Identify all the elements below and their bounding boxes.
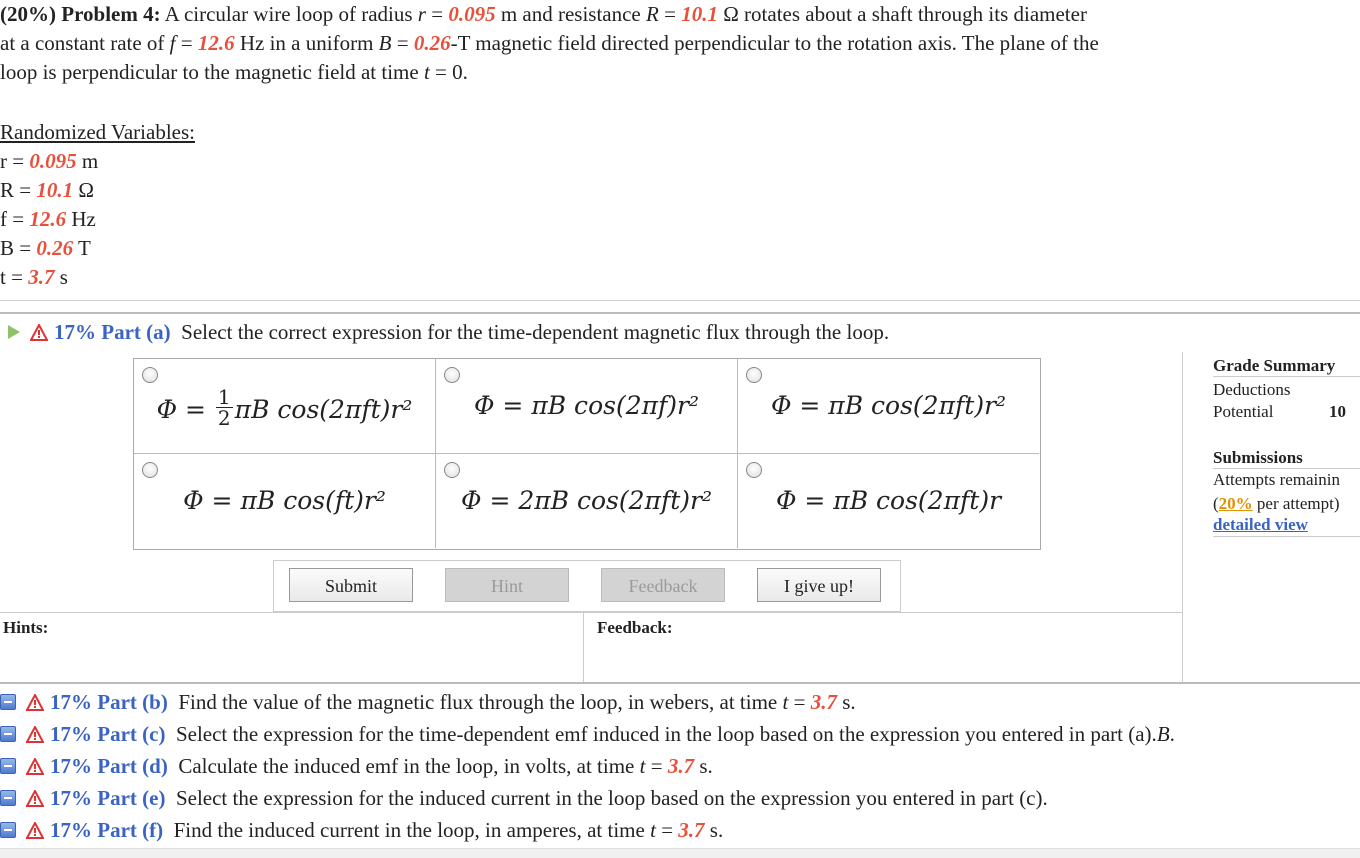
- part-tail: s.: [694, 754, 713, 778]
- formula-rhs: πB cos(ft)r²: [240, 486, 386, 515]
- warning-icon: [26, 694, 44, 711]
- var-unit: T: [73, 236, 91, 260]
- collapse-icon[interactable]: [0, 726, 16, 742]
- hints-label: Hints:: [3, 618, 49, 637]
- part-label[interactable]: 17% Part (c): [50, 722, 166, 746]
- grade-summary-panel: [1182, 352, 1360, 682]
- formula: [134, 486, 435, 515]
- option-cell[interactable]: [436, 359, 738, 454]
- var-row: [0, 176, 195, 205]
- part-row[interactable]: [0, 782, 1175, 814]
- var-name: R =: [0, 178, 37, 202]
- eq: =: [175, 31, 198, 55]
- submissions-title: Submissions: [1213, 448, 1303, 467]
- var-value: 0.26: [36, 236, 74, 260]
- per-attempt-text: (: [1213, 494, 1219, 513]
- value-B: 0.26: [413, 31, 451, 55]
- part-a-heading[interactable]: [8, 317, 889, 347]
- sym-r: r: [417, 2, 426, 26]
- radio-button[interactable]: [444, 462, 460, 478]
- expand-arrow-icon[interactable]: [8, 325, 20, 339]
- divider: [1213, 536, 1360, 537]
- radio-button[interactable]: [142, 462, 158, 478]
- var-value: 10.1: [36, 178, 74, 202]
- eq: =: [425, 2, 449, 26]
- part-value: 3.7: [678, 818, 705, 842]
- attempts-remaining: Attempts remainin: [1213, 470, 1341, 489]
- hint-button[interactable]: Hint: [445, 568, 569, 602]
- part-value: 3.7: [667, 754, 695, 778]
- value-f: 12.6: [197, 31, 235, 55]
- problem-text: Ω rotates about a shaft through its diameter: [717, 2, 1087, 26]
- per-attempt-pct: 20%: [1218, 494, 1253, 513]
- formula-lhs: Φ =: [775, 486, 834, 515]
- part-sym: B: [1156, 722, 1170, 746]
- part-tail: .: [1169, 722, 1175, 746]
- formula: [436, 391, 737, 420]
- part-value: 3.7: [810, 690, 837, 714]
- part-row[interactable]: [0, 750, 1175, 782]
- divider: [0, 300, 1360, 301]
- part-row[interactable]: [0, 686, 1175, 718]
- var-unit: s: [54, 265, 68, 289]
- divider: [583, 612, 584, 682]
- randomized-variables: [0, 118, 195, 292]
- value-R: 10.1: [681, 2, 718, 26]
- collapse-icon[interactable]: [0, 790, 16, 806]
- problem-text: -T magnetic field directed perpendicular to the rotation axis. The plane of the: [450, 31, 1099, 55]
- part-label[interactable]: 17% Part (b): [50, 690, 168, 714]
- sym-R: R: [646, 2, 659, 26]
- var-unit: Ω: [73, 178, 94, 202]
- detailed-view-link[interactable]: detailed view: [1213, 515, 1308, 534]
- part-text: Select the expression for the induced current in the loop based on the expression you entered in part (c).: [175, 786, 1048, 810]
- collapse-icon[interactable]: [0, 694, 16, 710]
- var-name: f =: [0, 207, 30, 231]
- warning-icon: [26, 726, 44, 743]
- fraction-num: 1: [217, 385, 231, 409]
- potential-value: 10: [1329, 402, 1346, 421]
- radio-button[interactable]: [746, 462, 762, 478]
- formula: [134, 385, 435, 432]
- part-tail: s.: [704, 818, 724, 842]
- formula-rhs: 2πB cos(2πft)r²: [518, 486, 712, 515]
- collapse-icon[interactable]: [0, 758, 16, 774]
- var-row: [0, 147, 195, 176]
- options-grid: [133, 358, 1041, 550]
- option-cell[interactable]: [738, 359, 1039, 454]
- formula-rhs: πB cos(2πft)r²: [234, 395, 413, 424]
- warning-icon: [26, 822, 44, 839]
- problem-weight: (20%): [0, 2, 56, 26]
- grade-summary-title: Grade Summary: [1213, 356, 1336, 375]
- option-cell[interactable]: [134, 359, 436, 454]
- formula-lhs: Φ =: [461, 486, 519, 515]
- feedback-button[interactable]: Feedback: [601, 568, 725, 602]
- collapse-icon[interactable]: [0, 822, 16, 838]
- problem-statement: [0, 0, 1290, 87]
- feedback-label: Feedback:: [597, 618, 673, 637]
- var-row: [0, 234, 195, 263]
- var-value: 3.7: [28, 265, 55, 289]
- eq: =: [655, 818, 679, 842]
- formula-lhs: Φ =: [473, 391, 532, 420]
- part-text: Find the induced current in the loop, in amperes, at time: [173, 818, 651, 842]
- var-name: t =: [0, 265, 29, 289]
- formula-rhs: πB cos(2πft)r: [833, 486, 1002, 515]
- var-row: [0, 205, 195, 234]
- fraction: [216, 387, 233, 428]
- var-name: r =: [0, 149, 30, 173]
- part-row[interactable]: [0, 814, 1175, 846]
- problem-label: Problem 4:: [61, 2, 161, 26]
- radio-button[interactable]: [142, 367, 158, 383]
- formula: [738, 486, 1039, 515]
- eq: =: [391, 31, 414, 55]
- eq: =: [658, 2, 682, 26]
- var-unit: m: [76, 149, 99, 173]
- radio-button[interactable]: [746, 367, 762, 383]
- option-cell[interactable]: [738, 454, 1039, 548]
- deductions-label: Deductions: [1213, 380, 1291, 399]
- formula-lhs: Φ =: [770, 391, 829, 420]
- part-text: Select the expression for the time-dependent emf induced in the loop based on the expression you entered in part (a).: [175, 722, 1157, 746]
- submit-button[interactable]: Submit: [289, 568, 413, 602]
- problem-text: loop is perpendicular to the magnetic field at time: [0, 60, 424, 84]
- part-row[interactable]: [0, 718, 1175, 750]
- parts-list: [0, 686, 1175, 846]
- radio-button[interactable]: [444, 367, 460, 383]
- problem-text: = 0.: [429, 60, 468, 84]
- problem-text: A circular wire loop of radius: [160, 2, 418, 26]
- warning-icon: [26, 758, 44, 775]
- divider: [0, 612, 1182, 613]
- part-label[interactable]: 17% Part (d): [50, 754, 168, 778]
- value-r: 0.095: [448, 2, 496, 26]
- part-label[interactable]: 17% Part (e): [50, 786, 166, 810]
- part-a-label[interactable]: 17% Part (a): [54, 320, 171, 344]
- problem-text: m and resistance: [495, 2, 647, 26]
- eq: =: [788, 690, 811, 714]
- problem-text: at a constant rate of: [0, 31, 170, 55]
- problem-text: Hz in a uniform: [234, 31, 379, 55]
- var-value: 0.095: [29, 149, 77, 173]
- part-sym: t: [639, 754, 646, 778]
- divider: [1213, 376, 1360, 377]
- var-value: 12.6: [29, 207, 67, 231]
- part-label[interactable]: 17% Part (f): [50, 818, 164, 842]
- option-cell[interactable]: [134, 454, 436, 548]
- randomized-header: Randomized Variables:: [0, 120, 195, 144]
- part-text: Calculate the induced emf in the loop, in volts, at time: [178, 754, 640, 778]
- part-sym: t: [650, 818, 656, 842]
- sym-B: B: [378, 31, 392, 55]
- formula: [738, 391, 1039, 420]
- potential-label: Potential: [1213, 402, 1274, 421]
- sym-t: t: [423, 60, 430, 84]
- sym-f: f: [169, 31, 176, 55]
- divider: [0, 682, 1360, 684]
- button-bar: [273, 560, 901, 612]
- formula-lhs: Φ =: [183, 486, 241, 515]
- warning-icon: [26, 790, 44, 807]
- eq: =: [645, 754, 668, 778]
- var-row: [0, 263, 195, 292]
- give-up-button[interactable]: I give up!: [757, 568, 881, 602]
- formula-rhs: πB cos(2πft)r²: [828, 391, 1007, 420]
- part-sym: t: [782, 690, 789, 714]
- part-tail: s.: [836, 690, 856, 714]
- per-attempt-text: per attempt): [1252, 494, 1340, 513]
- var-name: B =: [0, 236, 37, 260]
- formula-lhs: Φ =: [156, 395, 214, 424]
- part-a-text: Select the correct expression for the time-dependent magnetic flux through the loop.: [181, 320, 890, 344]
- var-unit: Hz: [66, 207, 96, 231]
- fraction-den: 2: [217, 406, 231, 430]
- option-cell[interactable]: [436, 454, 738, 548]
- formula: [436, 486, 737, 515]
- part-text: Find the value of the magnetic flux through the loop, in webers, at time: [178, 690, 783, 714]
- formula-rhs: πB cos(2πf)r²: [531, 391, 700, 420]
- warning-icon: [30, 324, 48, 341]
